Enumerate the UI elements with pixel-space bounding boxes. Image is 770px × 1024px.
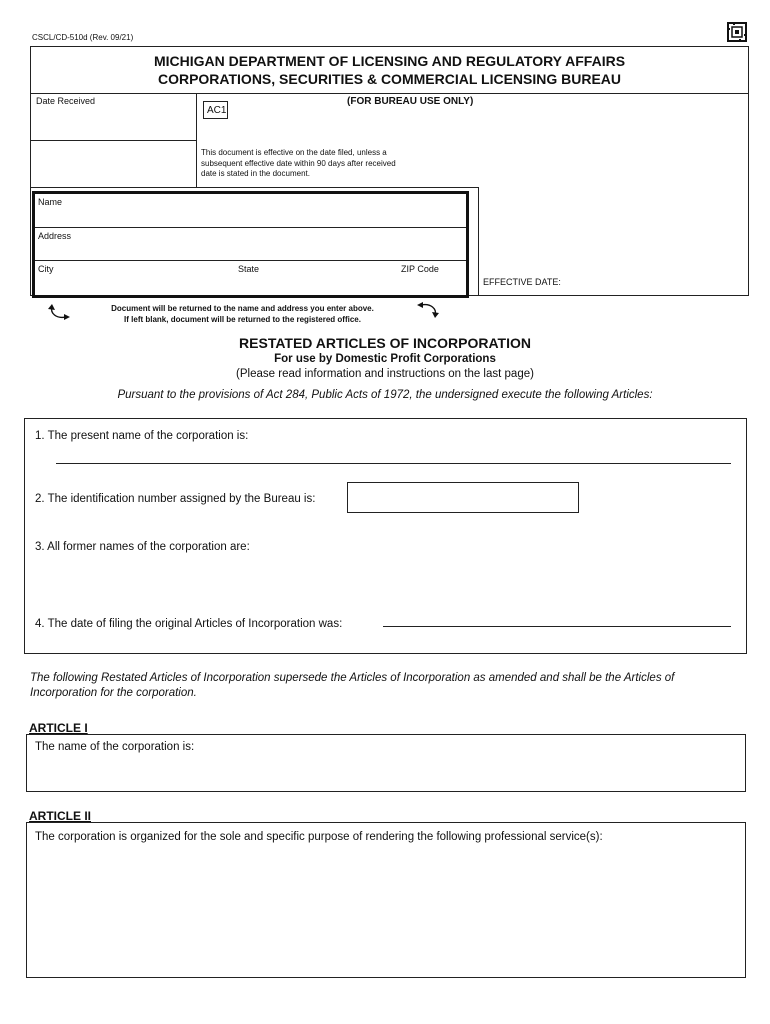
article-2-text: The corporation is organized for the sole and specific purpose of rendering the following professional service(s):	[35, 831, 603, 843]
address-field[interactable]	[38, 241, 462, 258]
pursuant-text: Pursuant to the provisions of Act 284, Public Acts of 1972, the undersigned execute the following Articles:	[117, 389, 653, 401]
item-1-line	[56, 463, 731, 464]
instructions-note: (Please read information and instructions on the last page)	[236, 368, 534, 380]
article-1-heading: ARTICLE I	[29, 721, 88, 735]
page-title: RESTATED ARTICLES OF INCORPORATION	[239, 335, 531, 351]
barcode-icon	[727, 22, 747, 42]
article-1-text: The name of the corporation is:	[35, 741, 195, 753]
effective-note: This document is effective on the date filed, unless a subsequent effective date within 90 days after received date is stated in the document.	[201, 148, 396, 178]
professional-services-field[interactable]	[35, 848, 740, 972]
return-note: Document will be returned to the name and address you enter above. If left blank, document will be returned to the registered office.	[111, 304, 374, 324]
header-line-1: MICHIGAN DEPARTMENT OF LICENSING AND REGULATORY AFFAIRS	[153, 53, 626, 69]
supersede-text: The following Restated Articles of Incorporation supersede the Articles of Incorporation as amended and shall be the Articles of Incorporation for the corporation.	[30, 672, 675, 699]
item-1-label: 1. The present name of the corporation is:	[35, 430, 249, 442]
return-arrow-left-icon	[46, 301, 72, 321]
ac1-code: AC1	[203, 101, 228, 119]
page-subtitle: For use by Domestic Profit Corporations	[274, 353, 496, 365]
item-2-label: 2. The identification number assigned by the Bureau is:	[35, 493, 316, 505]
name-label: Name	[38, 197, 63, 207]
article-2-heading: ARTICLE II	[29, 809, 91, 823]
item-4-line	[383, 626, 731, 627]
item-3-label: 3. All former names of the corporation are:	[35, 541, 250, 553]
corporation-name-field[interactable]	[35, 757, 740, 787]
name-field[interactable]	[38, 207, 462, 225]
header-line-2: CORPORATIONS, SECURITIES & COMMERCIAL LICENSING BUREAU	[157, 71, 622, 87]
form-id: CSCL/CD-510d (Rev. 09/21)	[32, 33, 134, 42]
effective-date-label: EFFECTIVE DATE:	[483, 277, 561, 287]
original-filing-date-field[interactable]	[383, 611, 731, 626]
city-label: City	[38, 264, 54, 274]
item-4-label: 4. The date of filing the original Articles of Incorporation was:	[35, 618, 343, 630]
state-label: State	[238, 264, 260, 274]
zip-label: ZIP Code	[401, 264, 439, 274]
address-label: Address	[38, 231, 72, 241]
bureau-use-label: (FOR BUREAU USE ONLY)	[347, 96, 474, 107]
identification-number-field[interactable]	[347, 482, 579, 513]
present-name-field[interactable]	[56, 446, 731, 463]
return-arrow-right-icon	[415, 301, 441, 321]
date-received-label: Date Received	[36, 96, 96, 106]
former-names-field[interactable]	[56, 558, 731, 608]
city-state-zip-field[interactable]	[38, 274, 462, 294]
